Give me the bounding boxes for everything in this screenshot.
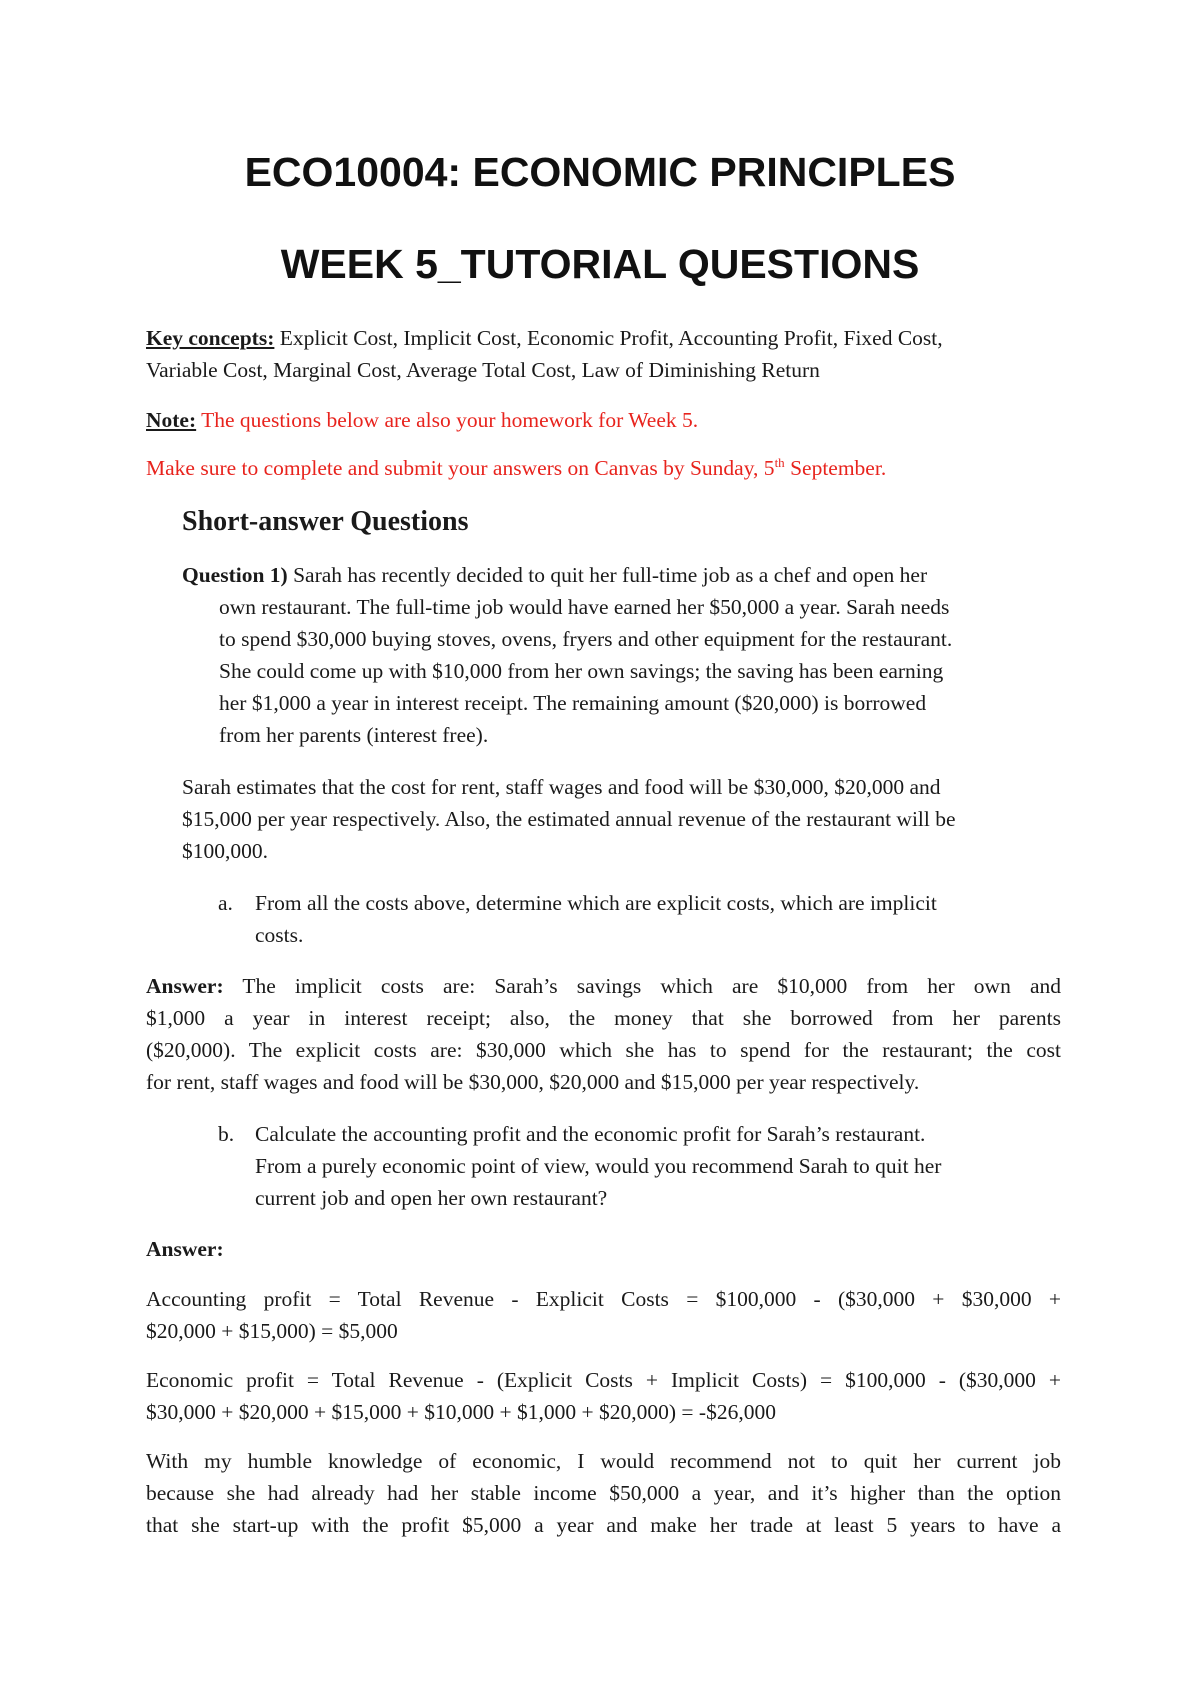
question-1-line: own restaurant. The full-time job would have earned her $50,000 a year. Sarah needs [219,595,950,619]
recommendation [146,1445,1061,1541]
economic-profit [146,1364,1061,1428]
answer-b-label: Answer: [146,1237,224,1261]
key-concepts [146,322,1056,386]
economic-profit-line: Economic profit = Total Revenue - (Explicit Costs + Implicit Costs) = $100,000 - ($30,000 + [146,1368,1061,1392]
question-1-line: her $1,000 a year in interest receipt. The remaining amount ($20,000) is borrowed [219,691,927,715]
key-concepts-text-2: Variable Cost, Marginal Cost, Average Total Cost, Law of Diminishing Return [146,358,820,382]
question-1-line: to spend $30,000 buying stoves, ovens, fryers and other equipment for the restaurant. [219,627,953,651]
part-a [218,887,1038,951]
accounting-profit [146,1283,1061,1347]
part-a-marker: a. [218,891,233,915]
answer-a-label: Answer: [146,974,224,998]
part-b-line: Calculate the accounting profit and the economic profit for Sarah’s restaurant. [255,1122,926,1146]
accounting-profit-line: $20,000 + $15,000) = $5,000 [146,1319,398,1343]
part-b-line: From a purely economic point of view, would you recommend Sarah to quit her [255,1154,942,1178]
tutorial-title: WEEK 5_TUTORIAL QUESTIONS [280,241,920,287]
note-label: Note: [146,408,197,432]
recommendation-line: because she had already had her stable income $50,000 a year, and it’s higher than the option [146,1481,1061,1505]
question-1-line: She could come up with $10,000 from her own savings; the saving has been earning [219,659,944,683]
recommendation-line: that she start-up with the profit $5,000 a year and make her trade at least 5 years to have a [146,1513,1061,1537]
key-concepts-text-1: Explicit Cost, Implicit Cost, Economic Profit, Accounting Profit, Fixed Cost, [274,326,943,350]
question-1-line: Sarah has recently decided to quit her full-time job as a chef and open her [287,563,928,587]
part-b-marker: b. [218,1122,235,1146]
question-1-line: from her parents (interest free). [219,723,489,747]
answer-a-line: ($20,000). The explicit costs are: $30,000 which she has to spend for the restaurant; the cost [146,1038,1061,1062]
question-1-estimates [182,771,1062,867]
economic-profit-line: $30,000 + $20,000 + $15,000 + $10,000 + $1,000 + $20,000) = -$26,000 [146,1400,776,1424]
section-heading: Short-answer Questions [182,506,469,537]
recommendation-line: With my humble knowledge of economic, I would recommend not to quit her current job [146,1449,1061,1473]
question-1 [182,559,1062,751]
part-a-line: costs. [255,923,304,947]
question-1-label: Question 1) [182,563,288,587]
deadline-note [146,452,1056,484]
estimate-line: $15,000 per year respectively. Also, the estimated annual revenue of the restaurant will be [182,807,956,831]
part-b [218,1118,1038,1214]
answer-a-line: $1,000 a year in interest receipt; also, the money that she borrowed from her parents [146,1006,1061,1030]
deadline-sup: th [774,454,785,470]
deadline-text: Make sure to complete and submit your answers on Canvas by Sunday, 5 [146,456,775,480]
key-concepts-label: Key concepts: [146,326,275,350]
note-text: The questions below are also your homework for Week 5. [196,408,699,432]
course-title: ECO10004: ECONOMIC PRINCIPLES [244,149,956,195]
estimate-line: Sarah estimates that the cost for rent, staff wages and food will be $30,000, $20,000 and [182,775,941,799]
accounting-profit-line: Accounting profit = Total Revenue - Explicit Costs = $100,000 - ($30,000 + $30,000 + [146,1287,1061,1311]
answer-a-line: for rent, staff wages and food will be $30,000, $20,000 and $15,000 per year respectively. [146,1070,920,1094]
part-a-line: From all the costs above, determine which are explicit costs, which are implicit [255,891,937,915]
note [146,404,1056,436]
part-b-line: current job and open her own restaurant? [255,1186,608,1210]
deadline-text-end: September. [784,456,887,480]
answer-a-line: The implicit costs are: Sarah’s savings which are $10,000 from her own and [223,974,1061,998]
answer-a [146,970,1061,1098]
estimate-line: $100,000. [182,839,268,863]
